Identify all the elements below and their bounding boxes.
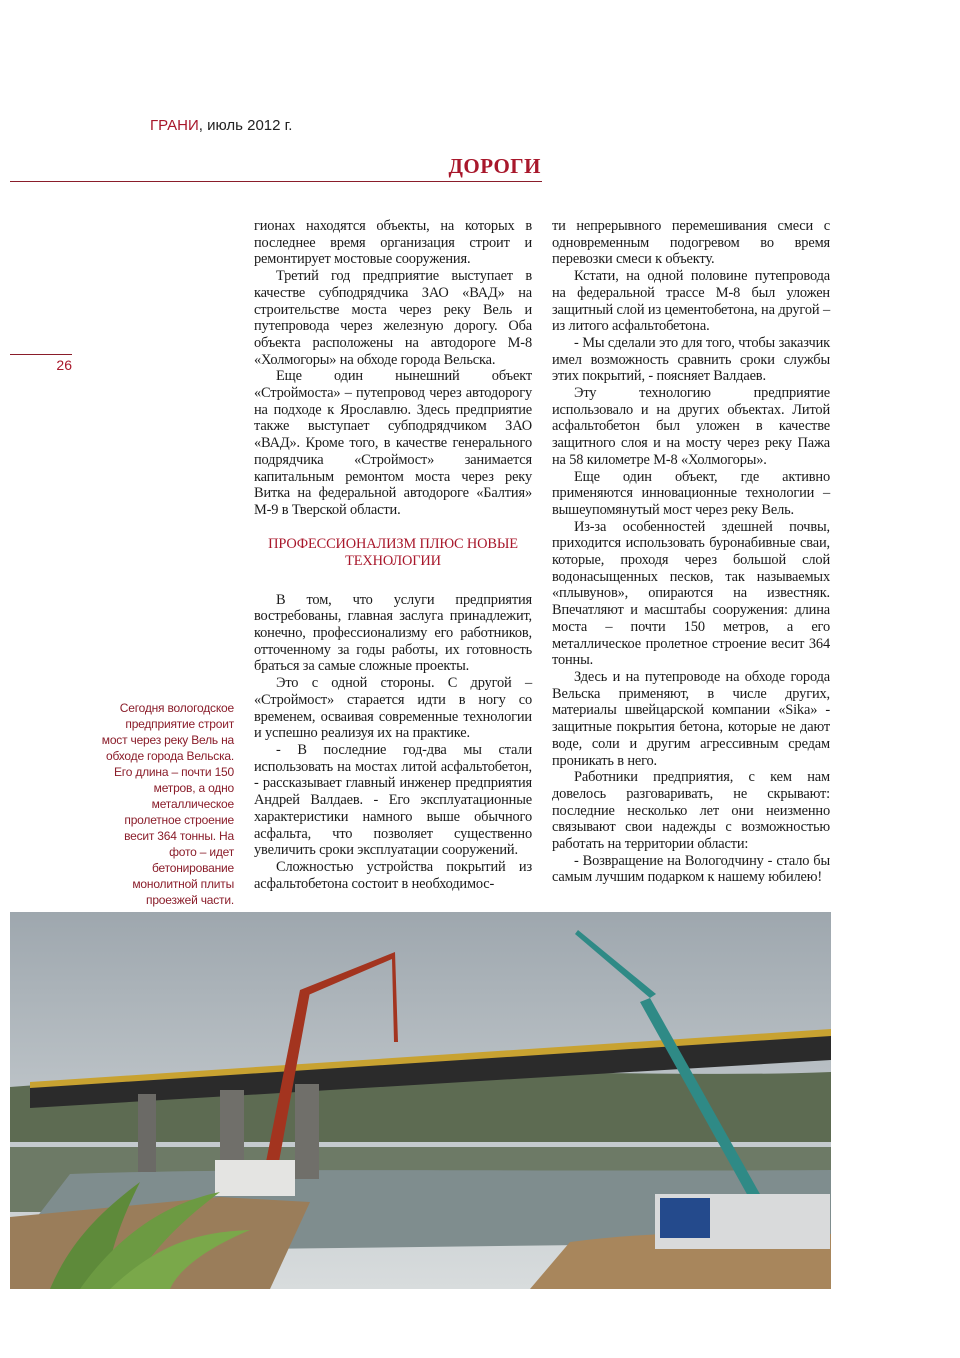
paragraph: Здесь и на путепроводе на обходе города Вельска применяют, в числе других, материалы швейцарской компании «Sika» - защитные покрытия бетона, которые не дают воде, соли и другим агрессивным средам проникать в него. bbox=[552, 668, 830, 769]
bridge-pier bbox=[138, 1094, 156, 1172]
paragraph: Из-за особенностей здешней почвы, приходится использовать буронабивные сваи, которые, проходя через большой слой водонасыщенных песков, так называемых «плывунов», опираются на известняк. Впечатляют и масштабы сооружения: длина моста – почти 150 метров, а его металлическое пролетное строение весит 364 тонны. bbox=[552, 518, 830, 669]
bridge-photo-illustration bbox=[10, 912, 831, 1289]
paragraph: - В последние год-два мы стали использовать на мостах литой асфальтобетон, - рассказывает главный инженер предприятия Андрей Валдаев. - Его эксплуатационные характеристики намного выше обычного асфальта, что позволяет существенно увеличить сроки эксплуатации сооружений. bbox=[254, 741, 532, 859]
article-column-1 bbox=[254, 218, 532, 892]
article-column-2 bbox=[552, 218, 830, 886]
issue-date: , июль 2012 г. bbox=[198, 117, 293, 134]
paragraph: - Мы сделали это для того, чтобы заказчик имел возможность сравнить сроки службы этих покрытий, - поясняет Валдаев. bbox=[552, 334, 830, 385]
paragraph: Еще один объект, где активно применяются инновационные технологии – вышеупомянутый мост через реку Вель. bbox=[552, 468, 830, 518]
bridge-pier bbox=[295, 1084, 319, 1179]
bridge-construction-photo bbox=[10, 912, 831, 1289]
page-number-rule bbox=[10, 354, 72, 355]
concrete-pump-truck-left bbox=[215, 1160, 295, 1196]
paragraph: Кстати, на одной половине путепровода на федеральной трассе М-8 был уложен защитный слой из цементобетона, на другой – из литого асфальтобетона. bbox=[552, 268, 830, 335]
paragraph: Это с одной стороны. С другой – «Строймост» старается идти в ногу со временем, осваивая современные технологии и успешно реализуя их на практике. bbox=[254, 675, 532, 742]
magazine-name: ГРАНИ bbox=[150, 117, 199, 134]
paragraph: - Возвращение на Вологодчину - стало бы самым лучшим подарком к нашему юбилею! bbox=[552, 852, 830, 886]
paragraph: Третий год предприятие выступает в качестве субподрядчика ЗАО «ВАД» на строительстве моста через реку Вель и путепровода через железную дорогу. Оба объекта расположены на автодороге М-8 «Холмогоры» на обходе города Вельска. bbox=[254, 268, 532, 368]
paragraph: Эту технологию предприятие использовало и на других объектах. Литой асфальтобетон был уложен в качестве защитного слоя и на мосту через реку Пажа на 58 километре М-8 «Холмогоры». bbox=[552, 385, 830, 468]
header-rule bbox=[10, 181, 542, 182]
paragraph: ти непрерывного перемешивания смеси с одновременным подогревом во время перевозки смеси к объекту. bbox=[552, 218, 830, 268]
paragraph: В том, что услуги предприятия востребованы, главная заслуга принадлежит, конечно, профессионализму его работников, отточенному за годы работы, их готовность браться за самые сложные проекты. bbox=[254, 591, 532, 675]
page-number: 26 bbox=[56, 357, 72, 373]
running-header bbox=[150, 117, 292, 134]
paragraph: гионах находятся объекты, на которых в последнее время организация строит и ремонтирует мостовые сооружения. bbox=[254, 218, 532, 268]
article-subheading: ПРОФЕССИОНАЛИЗМ ПЛЮС НОВЫЕ ТЕХНОЛОГИИ bbox=[268, 535, 518, 569]
paragraph: Еще один нынешний объект «Строймоста» – путепровод через автодорогу на подходе к Ярославлю. Здесь предприятие также выступает субподрядчиком ЗАО «ВАД». Кроме того, в качестве генерального подрядчика «Строймост» занимается капитальным ремонтом моста через реку Витка на федеральной автодороге «Балтия» М-9 в Тверской области. bbox=[254, 368, 532, 518]
section-title: ДОРОГИ bbox=[448, 154, 541, 178]
photo-caption: Сегодня вологодское предприятие строит мост через реку Вель на обходе города Вельска. Его длина – почти 150 метров, а одно металлическое пролетное строение весит 364 тонны. На фото – идет бетонирование монолитной плиты проезжей части. bbox=[101, 701, 234, 907]
paragraph: Работники предприятия, с кем нам довелось разговаривать, не скрывают: последние несколько лет они неизменно связывают свои надежды с возможностью работать на территории области: bbox=[552, 769, 830, 853]
truck-cab bbox=[660, 1198, 710, 1238]
paragraph: Сложностью устройства покрытий из асфальтобетона состоит в необходимос- bbox=[254, 858, 532, 892]
